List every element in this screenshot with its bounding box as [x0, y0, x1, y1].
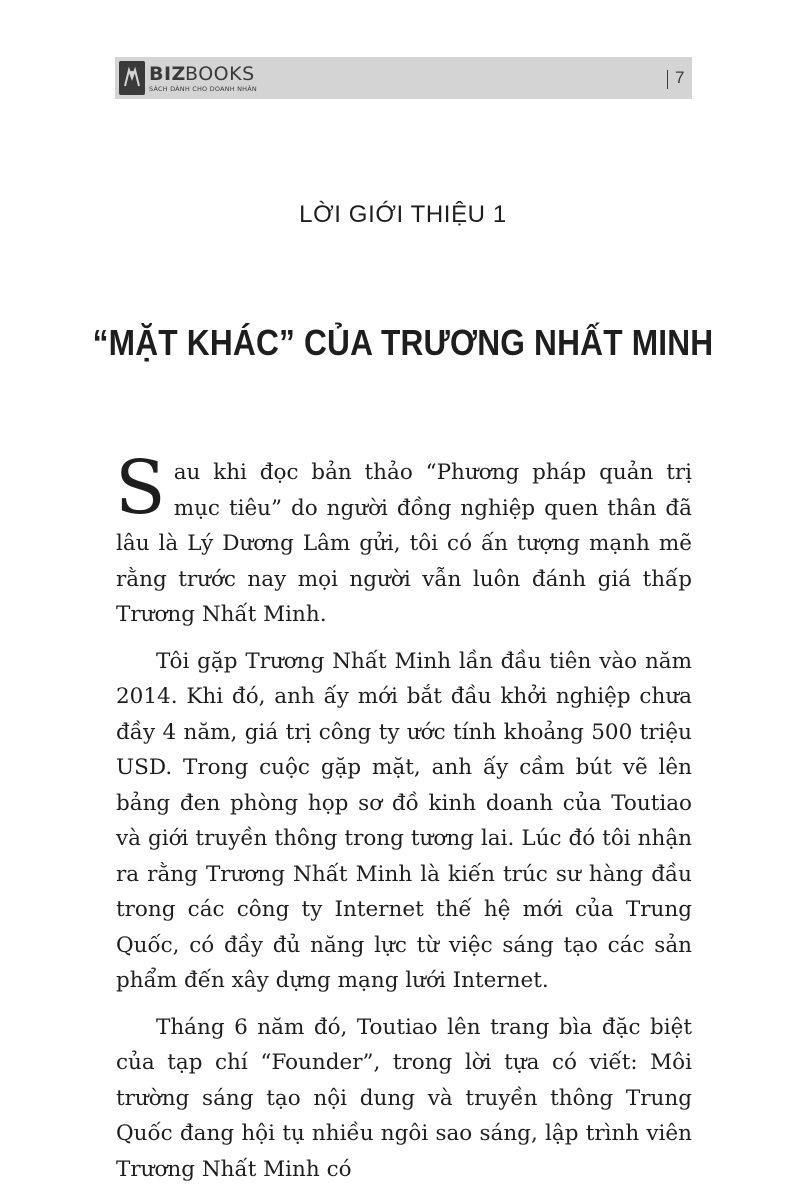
logo-tagline: SÁCH DÀNH CHO DOANH NHÂN [149, 85, 257, 93]
logo-text-biz: BIZ [149, 63, 186, 85]
page-number-divider [667, 70, 668, 89]
chapter-title: “MẶT KHÁC” CỦA TRƯƠNG NHẤT MINH [92, 322, 714, 363]
paragraph-1-text: au khi đọc bản thảo “Phương pháp quản trị mục tiêu” do người đồng nghiệp quen thân đã lâu là Lý Dương Lâm gửi, tôi có ấn tượng mạnh mẽ rằng trước nay mọi người vẫn luôn đánh giá thấp Trương Nhất Minh. [116, 460, 692, 627]
running-header [115, 57, 692, 99]
intro-label: LỜI GIỚI THIỆU 1 [299, 201, 507, 228]
body-text [115, 445, 692, 1198]
logo-text-books: BOOKS [185, 63, 255, 85]
paragraph-2: Tôi gặp Trương Nhất Minh lần đầu tiên vào năm 2014. Khi đó, anh ấy mới bắt đầu khởi nghiệp chưa đầy 4 năm, giá trị công ty ước tính khoảng 500 triệu USD. Trong cuộc gặp mặt, anh ấy cầm bút vẽ lên bảng đen phòng họp sơ đồ kinh doanh của Toutiao và giới truyền thông trong tương lai. Lúc đó tôi nhận ra rằng Trương Nhất Minh là kiến trúc sư hàng đầu trong các công ty Internet thế hệ mới của Trung Quốc, có đầy đủ năng lực từ việc sáng tạo các sản phẩm đến xây dựng mạng lưới Internet. [116, 648, 692, 993]
paragraph-3: Tháng 6 năm đó, Toutiao lên trang bìa đặc biệt của tạp chí “Founder”, trong lời tựa có viết: Môi trường sáng tạo nội dung và truyền thông Trung Quốc đang hội tụ nhiều ngôi sao sáng, lập trình viên Trương Nhất Minh có [116, 1014, 692, 1182]
paragraph-1 [115, 445, 692, 633]
bizbooks-logo-icon [119, 61, 145, 95]
page-number: 7 [675, 68, 685, 87]
drop-cap: S [115, 445, 166, 531]
